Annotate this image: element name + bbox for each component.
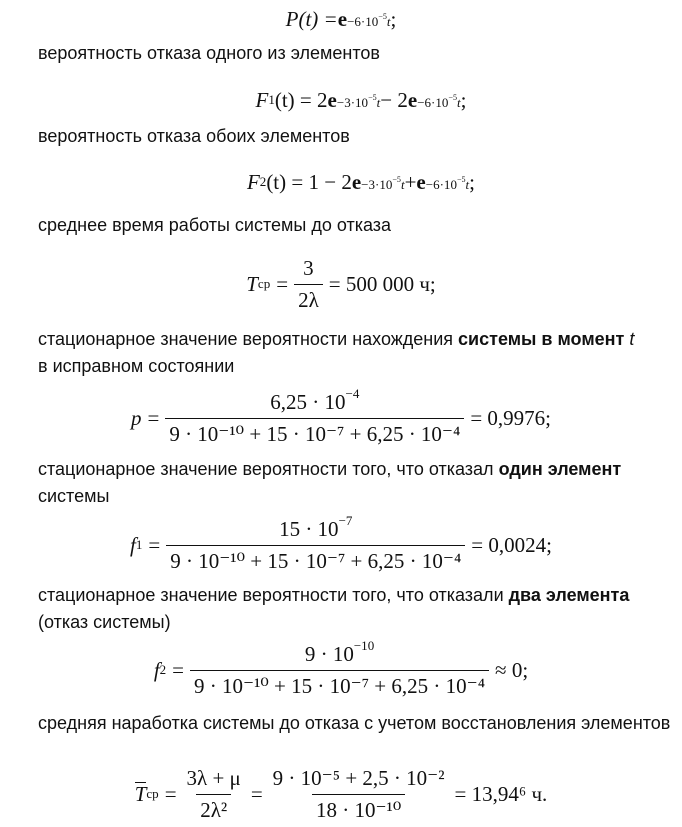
formula-f2-t: F 2 (t) = 1 − 2 e $-3\cdot 10^{-5}t$ + e $-6\cdot 10^{-5}t$ ; (246, 169, 476, 194)
exponent-variable: t (457, 94, 461, 110)
exponent-power: −5 (392, 174, 401, 184)
paragraph-6 (38, 582, 678, 636)
paragraph-1: вероятность отказа одного из элементов (38, 43, 380, 63)
exp-base: e (327, 87, 337, 112)
formula-p-t-lhs: P(t) = (285, 6, 338, 31)
numerator-text: 6,25 · 10 (270, 389, 346, 414)
formula-result: = 0,9976; (470, 405, 552, 430)
function-argument: (t) = 1 − 2 (266, 169, 352, 194)
numerator-power: −10 (353, 637, 375, 653)
formula-t-restore: T ср = $\frac{3\lambda + \mu}{\text{2λ²}}$ = $\frac{\text{9 · 10⁻⁵ + 2,5 · 10⁻²}}{\text{18 · 10⁻¹⁰}}$ = 13,94⁶ ч. (134, 765, 548, 822)
formula-result: = 500 000 ч; (328, 271, 436, 296)
function-symbol: F (246, 169, 260, 194)
exponent-power: −5 (448, 92, 457, 102)
paragraph-2: вероятность отказа обоих элементов (38, 126, 350, 146)
exponent: −3·10 (336, 94, 369, 110)
equals-sign: = (147, 405, 160, 430)
exponent: −6·10 (425, 176, 457, 192)
numerator-text: 9 · 10 (304, 641, 354, 666)
formula-result: = 13,94⁶ ч. (454, 781, 548, 806)
formula-p-stationary (0, 385, 682, 448)
exponent-variable: t (386, 13, 391, 29)
formula-result: ≈ 0; (495, 657, 529, 682)
exponent-variable: t (400, 176, 405, 192)
formula-tail: ; (460, 87, 467, 112)
numerator-text: 15 · 10 (279, 516, 339, 541)
function-argument: (t) = 2 (274, 87, 328, 112)
exponent-variable: t (376, 94, 381, 110)
formula-operator: + (404, 169, 417, 194)
fraction (269, 766, 449, 823)
paragraph-variable: t (629, 329, 635, 349)
paragraph-text: (отказ системы) (38, 612, 171, 632)
formula-operator: − 2 (380, 87, 408, 112)
formula-symbol: f (130, 532, 136, 557)
formula-f1-stationary: f 1 = $\frac{15 \cdot 10^{-7}}{\text{9 · 10⁻¹⁰ + 15 · 10⁻⁷ + 6,25 · 10⁻⁴}}$ = 0,0024; (130, 512, 552, 573)
formula-symbol: p (130, 405, 142, 430)
equals-sign: = (276, 271, 289, 296)
exp-base: e (337, 6, 348, 31)
exp-base: e (416, 169, 426, 194)
fraction-numerator (301, 637, 378, 670)
formula-symbol: f (153, 657, 160, 682)
fraction-numerator (275, 512, 356, 545)
paragraph-3: среднее время работы системы до отказа (38, 215, 392, 235)
numerator-power: −7 (338, 512, 353, 528)
exponent-power: −5 (368, 92, 377, 102)
exponent: −6·10 (417, 94, 449, 110)
fraction (183, 766, 245, 823)
paragraph-text: стационарное значение вероятности нахождения (38, 329, 459, 349)
fraction (190, 637, 489, 699)
fraction (165, 385, 464, 447)
fraction-numerator (266, 385, 363, 418)
formula-p-t (0, 4, 682, 34)
fraction-denominator: 2λ (294, 284, 323, 313)
paragraph-text: стационарное значение вероятности того, что отказал (38, 459, 499, 479)
paragraph-highlight: один элемент (498, 459, 622, 479)
formula-t-avg: T ср = $\frac{3}{2\lambda}$ = 500 000 ч; (246, 255, 436, 312)
formula-f1-t: F 1 (t) = 2 e $-3\cdot 10^{-5}t$ − 2 e $-6\cdot 10^{-5}t$ ; (255, 87, 467, 112)
paragraph-4 (38, 326, 678, 380)
equals-sign: = (172, 657, 185, 682)
paragraph-text: стационарное значение вероятности того, что отказали (38, 585, 509, 605)
paragraph-7: средняя наработка системы до отказа с учетом восстановления элементов (38, 713, 671, 733)
fraction-denominator: 9 · 10⁻¹⁰ + 15 · 10⁻⁷ + 6,25 · 10⁻⁴ (165, 418, 464, 447)
fraction-denominator: 9 · 10⁻¹⁰ + 15 · 10⁻⁷ + 6,25 · 10⁻⁴ (166, 545, 465, 574)
paragraph-highlight: системы в момент (458, 329, 630, 349)
paragraph-text: в исправном состоянии (38, 356, 235, 376)
exponent: −6·10 (347, 13, 379, 29)
fraction (294, 256, 323, 313)
paragraph-5 (38, 456, 678, 510)
formula-f2-stationary: f 2 = $\frac{9 \cdot 10^{-10}}{\text{9 · 10⁻¹⁰ + 15 · 10⁻⁷ + 6,25 · 10⁻⁴}}$ ≈ 0; (153, 637, 529, 698)
fraction-denominator: 2λ² (196, 794, 231, 823)
exp-base: e (407, 87, 418, 112)
fraction-numerator: 9 · 10⁻⁵ + 2,5 · 10⁻² (272, 765, 445, 790)
formula-result: = 0,0024; (471, 532, 552, 557)
formula-tail: ; (469, 169, 476, 194)
exp-base: e (351, 169, 362, 194)
numerator-power: −4 (345, 385, 360, 401)
formula-symbol: T (134, 781, 147, 806)
exponent-power: −5 (456, 174, 466, 184)
paragraph-text: системы (38, 486, 110, 506)
fraction-numerator: 3λ + μ (186, 765, 241, 790)
paragraph-highlight: два элемента (508, 585, 630, 605)
function-symbol: F (255, 87, 269, 112)
equals-sign: = (250, 781, 263, 806)
fraction-denominator: 18 · 10⁻¹⁰ (312, 794, 405, 823)
exponent-power: −5 (378, 11, 387, 21)
equals-sign: = (164, 781, 177, 806)
equals-sign: = (148, 532, 161, 557)
fraction-denominator: 9 · 10⁻¹⁰ + 15 · 10⁻⁷ + 6,25 · 10⁻⁴ (190, 670, 489, 699)
formula-tail: ; (390, 6, 397, 31)
exponent: −3·10 (361, 176, 393, 192)
fraction-numerator: 3 (303, 255, 314, 280)
exponent-variable: t (465, 176, 470, 192)
formula-symbol: T (246, 271, 258, 296)
fraction (166, 512, 465, 574)
